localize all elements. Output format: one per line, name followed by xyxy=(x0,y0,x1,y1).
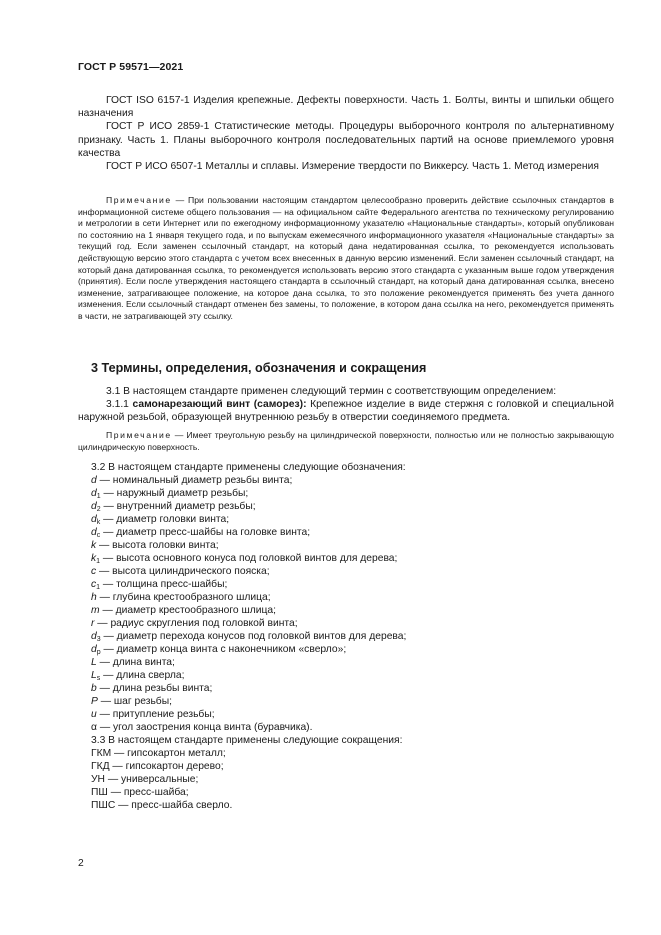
symbol-description: — притупление резьбы; xyxy=(96,709,215,720)
symbol-description: — номинальный диаметр резьбы винта; xyxy=(96,475,293,486)
note-text: — При пользовании настоящим стандартом целесообразно проверить действие ссылочных стандартов в информационной системе общего пользования — на официальном сайте Федерального агентства по техническому регулированию и метрологии в сети Интернет или по ежегодному информационному указателю «Национальные стандарты», который опубликован по состоянию на 1 января текущего года, и по выпускам ежемесячного информационного указателя «Национальные стандарты» за текущий год. Если заменен ссылочный стандарт, на который дана недатированная ссылка, то рекомендуется использовать действующую версию этого стандарта с учетом всех внесенных в данную версию изменений. Если заменен ссылочный стандарт, на который дана датированная ссылка, то рекомендуется использовать версию этого стандарта с указанным выше годом утверждения (принятия). Если после утверждения настоящего стандарта в ссылочный стандарт, на который дана датированная ссылка, внесено изменение, затрагивающее положение, на которое дана ссылка, то это положение рекомендуется применять без учета данного изменения. Если ссылочный стандарт отменен без замены, то положение, в котором дана ссылка на него, рекомендуется применять в части, не затрагивающей эту ссылку. xyxy=(78,195,614,321)
abbreviation-item: ГКМ — гипсокартон металл; xyxy=(91,748,226,759)
symbol-description: — угол заострения конца винта (буравчика). xyxy=(96,722,313,733)
symbol-subscript: 1 xyxy=(96,493,101,500)
symbol: c xyxy=(91,579,97,590)
symbol-subscript: p xyxy=(96,649,101,656)
symbol-description: — высота цилиндрического пояска; xyxy=(96,566,270,577)
symbol-description: — длина винта; xyxy=(96,657,175,668)
symbol-subscript: 1 xyxy=(96,584,101,591)
symbol: b xyxy=(91,683,97,694)
symbol: d xyxy=(91,501,97,512)
abbreviation-item: ПШ — пресс-шайба; xyxy=(91,787,189,798)
abbreviation-item: ПШС — пресс-шайба сверло. xyxy=(91,800,233,811)
symbol-description: — диаметр конца винта с наконечником «сверло»; xyxy=(100,644,347,655)
symbol-item xyxy=(91,487,611,500)
symbol-item xyxy=(91,708,611,721)
symbol-description: — высота основного конуса под головкой винтов для дерева; xyxy=(100,553,398,564)
symbol-item xyxy=(91,539,611,552)
symbol-item xyxy=(91,591,611,604)
symbol-description: — длина резьбы винта; xyxy=(96,683,213,694)
symbol: h xyxy=(91,592,97,603)
symbol-description: — диаметр перехода конусов под головкой винтов для дерева; xyxy=(100,631,407,642)
symbol: d xyxy=(91,488,97,499)
symbol-item xyxy=(91,526,611,539)
symbol-item xyxy=(91,513,611,526)
symbol: d xyxy=(91,514,97,525)
term: самонарезающий винт (саморез): xyxy=(132,399,307,411)
symbol-subscript: k xyxy=(96,519,101,526)
normative-references xyxy=(78,94,614,173)
symbol: u xyxy=(91,709,97,720)
paragraph-3-3: 3.3 В настоящем стандарте применены следующие сокращения: xyxy=(91,735,403,746)
section-title: 3 Термины, определения, обозначения и сокращения xyxy=(91,361,427,375)
symbol-item xyxy=(91,604,611,617)
symbol-description: — диаметр пресс-шайбы на головке винта; xyxy=(100,527,311,538)
symbol: k xyxy=(91,553,97,564)
symbol: d xyxy=(91,631,97,642)
symbol-description: — наружный диаметр резьбы; xyxy=(100,488,249,499)
paragraph-3-2: 3.2 В настоящем стандарте применены следующие обозначения: xyxy=(91,462,406,473)
symbol: d xyxy=(91,644,97,655)
symbol: d xyxy=(91,475,97,486)
symbol-item xyxy=(91,474,611,487)
reference-item: ГОСТ Р ИСО 2859-1 Статистические методы. Процедуры выборочного контроля по альтернативному признаку. Часть 1. Планы выборочного контроля последовательных партий на основе приемлемого уровня качества xyxy=(78,121,614,159)
symbol-item xyxy=(91,643,611,656)
section-3-1 xyxy=(78,385,614,425)
symbols-list xyxy=(91,461,611,812)
symbol-subscript: 3 xyxy=(96,636,101,643)
clause-number: 3.1.1 xyxy=(106,399,133,411)
abbreviation-entries xyxy=(91,747,611,812)
symbol: k xyxy=(91,540,97,551)
symbol-description: — шаг резьбы; xyxy=(97,696,172,707)
symbol-subscript: 2 xyxy=(96,506,101,513)
symbol-description: — радиус скругления под головкой винта; xyxy=(94,618,298,629)
symbol: c xyxy=(91,566,97,577)
symbol-description: — диаметр крестообразного шлица; xyxy=(99,605,277,616)
note-label: Примечание xyxy=(106,195,172,205)
symbol-entries xyxy=(91,474,611,734)
symbol-item xyxy=(91,721,611,734)
paragraph-3-1-1 xyxy=(78,398,614,424)
symbol-item xyxy=(91,552,611,565)
symbol: α xyxy=(91,722,97,733)
abbreviation-item: ГКД — гипсокартон дерево; xyxy=(91,761,224,772)
note-text: — Имеет треугольную резьбу на цилиндрической поверхности, полностью или не полностью закрывающую цилиндрическую поверхность. xyxy=(78,430,614,452)
symbol: r xyxy=(91,618,95,629)
symbol-description: — толщина пресс-шайбы; xyxy=(100,579,228,590)
symbol-item xyxy=(91,565,611,578)
reference-item: ГОСТ ISO 6157-1 Изделия крепежные. Дефекты поверхности. Часть 1. Болты, винты и шпильки общего назначения xyxy=(78,95,614,120)
symbol-item xyxy=(91,630,611,643)
reference-item: ГОСТ Р ИСО 6507-1 Металлы и сплавы. Измерение твердости по Виккерсу. Часть 1. Метод измерения xyxy=(106,161,599,173)
note-references xyxy=(78,195,614,323)
term-definition: Крепежное изделие в виде стержня с головкой и специальной наружной резьбой, образующей внутреннюю резьбу в отверстии соединяемого предмета. xyxy=(78,399,614,424)
symbol-item xyxy=(91,656,611,669)
symbol-item xyxy=(91,669,611,682)
symbol: d xyxy=(91,527,97,538)
abbreviation-item: УН — универсальные; xyxy=(91,774,199,785)
paragraph-3-1: 3.1 В настоящем стандарте применен следующий термин с соответствующим определением: xyxy=(106,386,557,397)
symbol-description: — глубина крестообразного шлица; xyxy=(96,592,271,603)
symbol-description: — длина сверла; xyxy=(100,670,185,681)
symbol: L xyxy=(91,670,97,681)
symbol-description: — внутренний диаметр резьбы; xyxy=(100,501,256,512)
page-number: 2 xyxy=(78,858,84,869)
symbol-subscript: s xyxy=(96,675,101,682)
note-label: Примечание xyxy=(106,430,172,440)
symbol-subscript: c xyxy=(96,532,101,539)
symbol-description: — диаметр головки винта; xyxy=(100,514,230,525)
note-term xyxy=(78,430,614,453)
symbol-item xyxy=(91,578,611,591)
symbol: P xyxy=(91,696,98,707)
symbol-item xyxy=(91,500,611,513)
symbol-subscript: 1 xyxy=(96,558,101,565)
document-code-header: ГОСТ Р 59571—2021 xyxy=(78,61,184,73)
symbol-item xyxy=(91,695,611,708)
symbol-description: — высота головки винта; xyxy=(96,540,219,551)
symbol: m xyxy=(91,605,100,616)
symbol: L xyxy=(91,657,97,668)
symbol-item xyxy=(91,617,611,630)
symbol-item xyxy=(91,682,611,695)
